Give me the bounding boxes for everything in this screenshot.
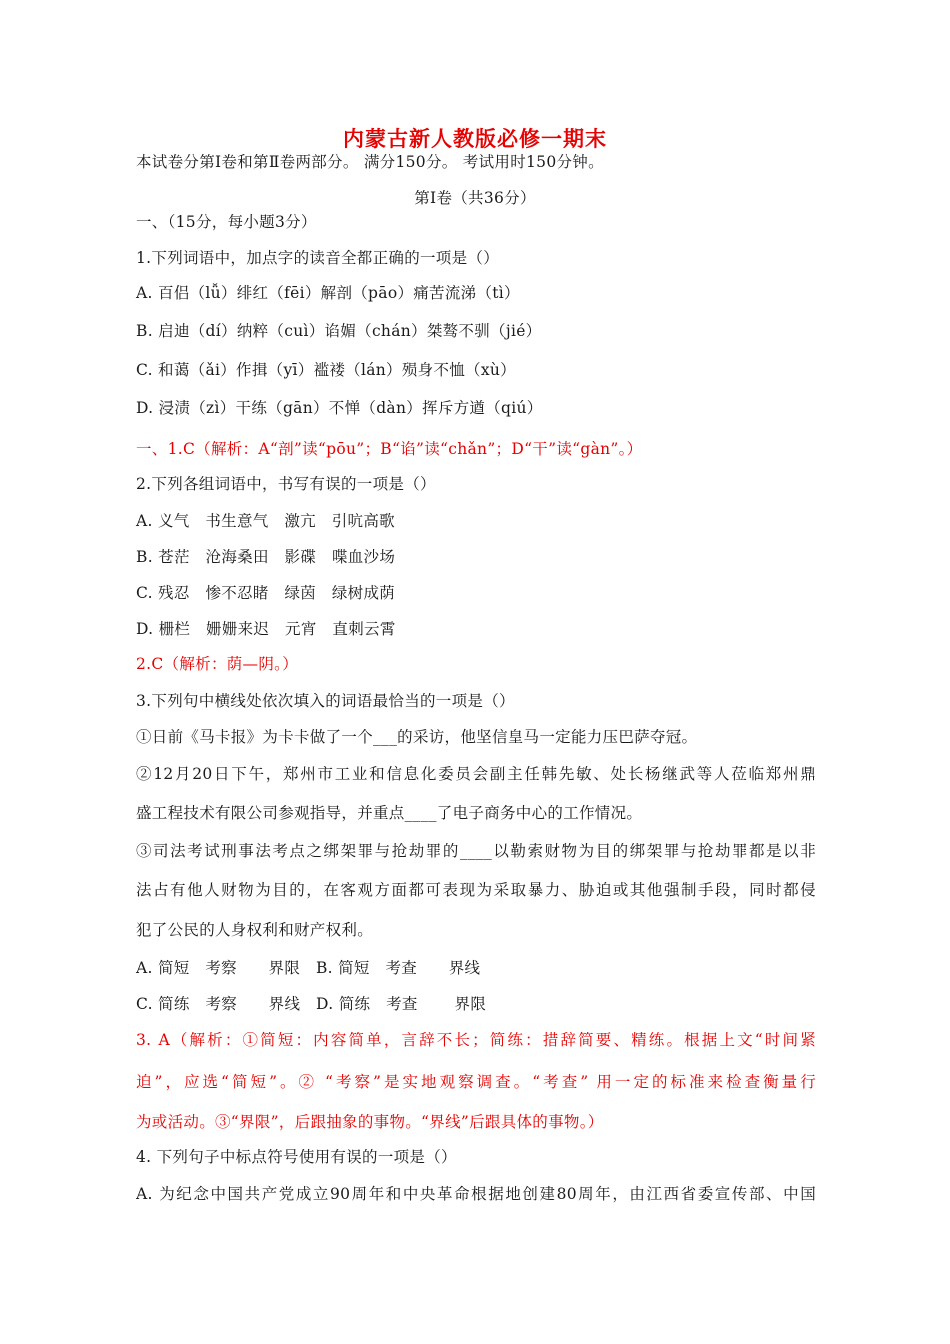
- q3-sentence-3-line-3: 犯了公民的人身权利和财产权利。: [136, 921, 374, 939]
- q2-option-a: A. 义气 书生意气 激亢 引吭高歌: [136, 512, 395, 530]
- exam-intro: 本试卷分第Ⅰ卷和第Ⅱ卷两部分。 满分150分。 考试用时150分钟。: [136, 153, 604, 171]
- q2-stem: 2.下列各组词语中，书写有误的一项是（）: [136, 475, 436, 493]
- q3-sentence-2-line-2: 盛工程技术有限公司参观指导，并重点____了电子商务中心的工作情况。: [136, 804, 643, 822]
- q3-answer-line-2: 迫”，应选“简短”。② “考察”是实地观察调查。“考查” 用一定的标准来检查衡量行: [136, 1073, 816, 1091]
- q2-option-c: C. 残忍 惨不忍睹 绿茵 绿树成荫: [136, 584, 396, 602]
- q3-options-ab: A. 简短 考察 界限 B. 简短 考查 界线: [136, 959, 481, 977]
- q3-answer-line-1: 3. A（解析：①简短：内容简单，言辞不长；简练：措辞简要、精练。根据上文“时间紧: [136, 1031, 816, 1049]
- q2-option-b: B. 苍茫 沧海桑田 影碟 喋血沙场: [136, 548, 396, 566]
- q2-option-d: D. 栅栏 姗姗来迟 元宵 直刺云霄: [136, 620, 396, 638]
- section1-heading: 一、（15分，每小题3分）: [136, 213, 317, 231]
- q1-option-d: D. 浸渍（zì）干练（gān）不惮（dàn）挥斥方遒（qiú）: [136, 399, 543, 417]
- q4-option-a: A. 为纪念中国共产党成立90周年和中央革命根据地创建80周年，由江西省委宣传部、中国: [136, 1185, 816, 1203]
- part1-heading: 第Ⅰ卷（共36分）: [414, 189, 536, 207]
- q3-options-cd: C. 简练 考察 界线 D. 简练 考查 界限: [136, 995, 487, 1013]
- q3-answer-line-3: 为或活动。③“界限”，后跟抽象的事物。“界线”后跟具体的事物。）: [136, 1113, 604, 1131]
- q3-sentence-2-line-1: ②12月20日下午，郑州市工业和信息化委员会副主任韩先敏、处长杨继武等人莅临郑州鼎: [136, 765, 816, 783]
- q1-option-b: B. 启迪（dí）纳粹（cuì）谄媚（chán）桀骜不驯（jié）: [136, 322, 542, 340]
- q1-stem: 1.下列词语中，加点字的读音全都正确的一项是（）: [136, 249, 499, 267]
- q1-option-a: A. 百侣（lǚ）绯红（fēi）解剖（pāo）痛苦流涕（tì）: [136, 284, 520, 302]
- q3-stem: 3.下列句中横线处依次填入的词语最恰当的一项是（）: [136, 692, 515, 710]
- q3-sentence-3-line-2: 法占有他人财物为目的，在客观方面都可表现为采取暴力、胁迫或其他强制手段，同时都侵: [136, 881, 816, 899]
- document-title: 内蒙古新人教版必修一期末: [343, 126, 607, 151]
- q3-sentence-1: ①日前《马卡报》为卡卡做了一个___的采访，他坚信皇马一定能力压巴萨夺冠。: [136, 728, 698, 746]
- q2-answer: 2.C（解析：荫—阴。）: [136, 655, 298, 673]
- q1-option-c: C. 和蔼（ǎi）作揖（yī）褴褛（lán）殒身不恤（xù）: [136, 361, 516, 379]
- q4-stem: 4. 下列句子中标点符号使用有误的一项是（）: [136, 1148, 457, 1166]
- q3-sentence-3-line-1: ③司法考试刑事法考点之绑架罪与抢劫罪的____以勒索财物为目的绑架罪与抢劫罪都是以非: [136, 842, 816, 860]
- q1-answer: 一、1.C（解析：A“剖”读“pōu”；B“谄”读“chǎn”；D“干”读“gàn”。）: [136, 440, 643, 458]
